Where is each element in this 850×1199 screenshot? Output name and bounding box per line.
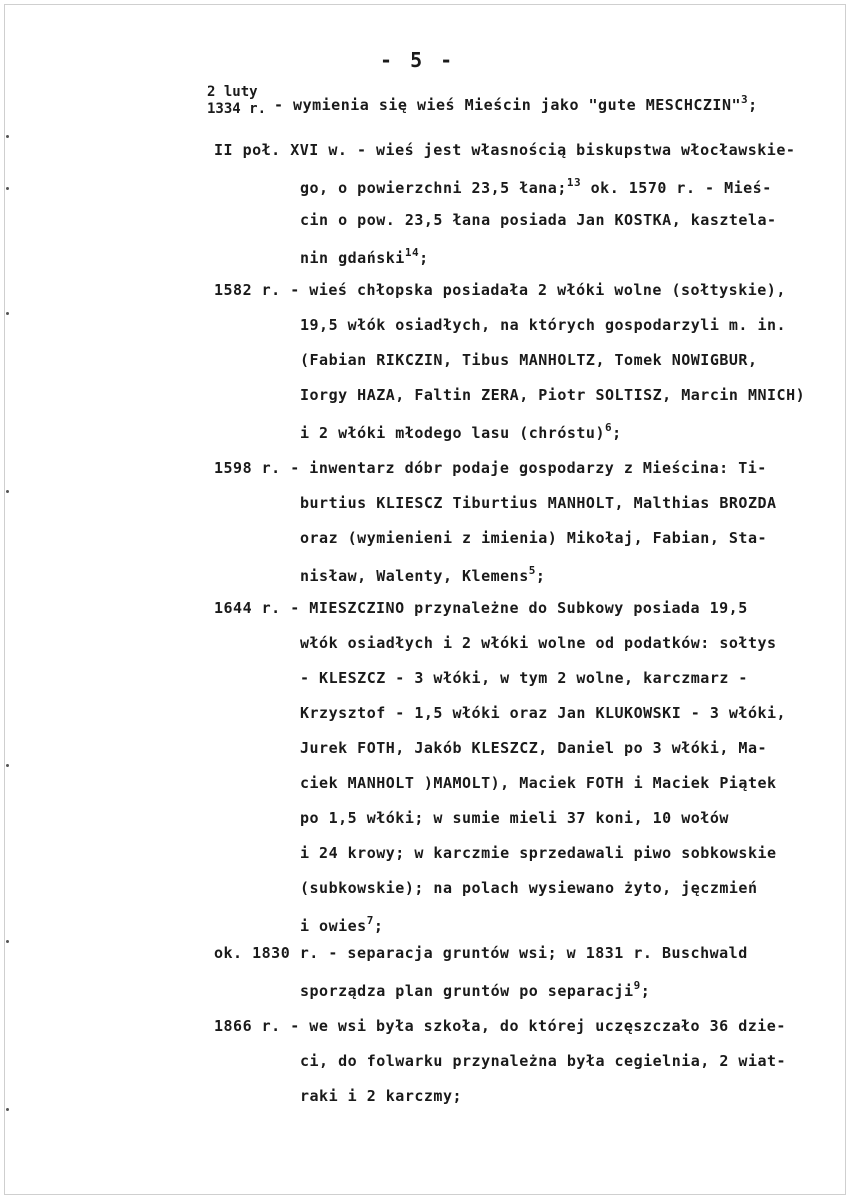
entry-1582-line-3: (Fabian RIKCZIN, Tibus MANHOLTZ, Tomek NOWIGBUR,	[300, 351, 758, 369]
entry-text: ok. 1570 r. - Mieś-	[581, 179, 772, 197]
footnote-ref: 9	[633, 979, 641, 992]
footnote-ref: 7	[366, 914, 374, 927]
entry-1644-line-9: (subkowskie); na polach wysiewano żyto, jęczmień	[300, 879, 758, 897]
entry-end: ;	[419, 249, 429, 267]
entry-1598-line-3: oraz (wymienieni z imienia) Mikołaj, Fabian, Sta-	[300, 529, 768, 547]
footnote-ref: 13	[566, 176, 582, 189]
entry-1598-line-1: 1598 r. - inwentarz dóbr podaje gospodarzy z Mieścina: Ti-	[214, 459, 767, 477]
entry-xvi-line-1: II poł. XVI w. - wieś jest własnością biskupstwa włocławskie-	[214, 141, 796, 159]
date-day: 2 luty	[207, 84, 258, 100]
entry-1644-line-10	[300, 914, 383, 935]
entry-1582-line-2: 19,5 włók osiadłych, na których gospodarzyli m. in.	[300, 316, 787, 334]
entry-xvi-line-4	[300, 246, 429, 267]
entry-1830-line-1: ok. 1830 r. - separacja gruntów wsi; w 1831 r. Buschwald	[214, 944, 748, 962]
entry-1644-line-7: po 1,5 włóki; w sumie mieli 37 koni, 10 wołów	[300, 809, 729, 827]
page-number: - 5 -	[380, 48, 456, 72]
entry-text: nisław, Walenty, Klemens	[300, 567, 529, 585]
entry-text: go, o powierzchni 23,5 łana;	[300, 179, 567, 197]
entry-end: ;	[373, 917, 384, 935]
margin-dot	[6, 1108, 9, 1111]
footnote-ref: 14	[404, 246, 420, 259]
entry-1598-line-4	[300, 564, 545, 585]
entry-end: ;	[535, 567, 546, 585]
margin-dot	[6, 187, 9, 190]
entry-1644-line-4: Krzysztof - 1,5 włóki oraz Jan KLUKOWSKI - 3 włóki,	[300, 704, 787, 722]
footnote-ref: 3	[741, 93, 749, 106]
entry-end: ;	[640, 982, 651, 1000]
margin-dot	[6, 135, 9, 138]
entry-1866-line-1: 1866 r. - we wsi była szkoła, do której uczęszczało 36 dzie-	[214, 1017, 786, 1035]
entry-xvi-line-2	[300, 176, 772, 197]
footnote-ref: 5	[528, 564, 536, 577]
entry-text: i owies	[300, 917, 367, 935]
entry-1644-line-5: Jurek FOTH, Jakób KLESZCZ, Daniel po 3 włóki, Ma-	[300, 739, 768, 757]
entry-text: nin gdański	[300, 249, 405, 267]
entry-end: ;	[748, 96, 758, 114]
entry-1644-line-2: włók osiadłych i 2 włóki wolne od podatków: sołtys	[300, 634, 777, 652]
entry-1644-line-1: 1644 r. - MIESZCZINO przynależne do Subkowy posiada 19,5	[214, 599, 748, 617]
entry-1644-line-3: - KLESZCZ - 3 włóki, w tym 2 wolne, karczmarz -	[300, 669, 748, 687]
entry-1582-line-5	[300, 421, 622, 442]
entry-1582-line-4: Iorgy HAZA, Faltin ZERA, Piotr SOLTISZ, Marcin MNICH)	[300, 386, 806, 404]
entry-end: ;	[612, 424, 622, 442]
date-year: 1334 r.	[207, 101, 267, 117]
entry-text: - wymienia się wieś Mieścin jako "gute MESCHCZIN"	[274, 96, 742, 114]
entry-text: sporządza plan gruntów po separacji	[300, 982, 634, 1000]
entry-1644-line-6: ciek MANHOLT )MAMOLT), Maciek FOTH i Maciek Piątek	[300, 774, 777, 792]
entry-1582-line-1: 1582 r. - wieś chłopska posiadała 2 włóki wolne (sołtyskie),	[214, 281, 786, 299]
entry-1866-line-3: raki i 2 karczmy;	[300, 1087, 463, 1105]
entry-1334-text	[274, 93, 758, 114]
entry-1644-line-8: i 24 krowy; w karczmie sprzedawali piwo sobkowskie	[300, 844, 777, 862]
entry-xvi-line-3: cin o pow. 23,5 łana posiada Jan KOSTKA, kasztela-	[300, 211, 777, 229]
margin-dot	[6, 940, 9, 943]
entry-text: i 2 włóki młodego lasu (chróstu)	[300, 424, 605, 442]
entry-1598-line-2: burtius KLIESCZ Tiburtius MANHOLT, Malthias BROZDA	[300, 494, 777, 512]
entry-1866-line-2: ci, do folwarku przynależna była cegielnia, 2 wiat-	[300, 1052, 787, 1070]
footnote-ref: 6	[604, 421, 613, 434]
entry-1334-date	[207, 84, 266, 118]
entry-1830-line-2	[300, 979, 650, 1000]
margin-dot	[6, 764, 9, 767]
margin-dot	[6, 312, 9, 315]
margin-dot	[6, 490, 9, 493]
